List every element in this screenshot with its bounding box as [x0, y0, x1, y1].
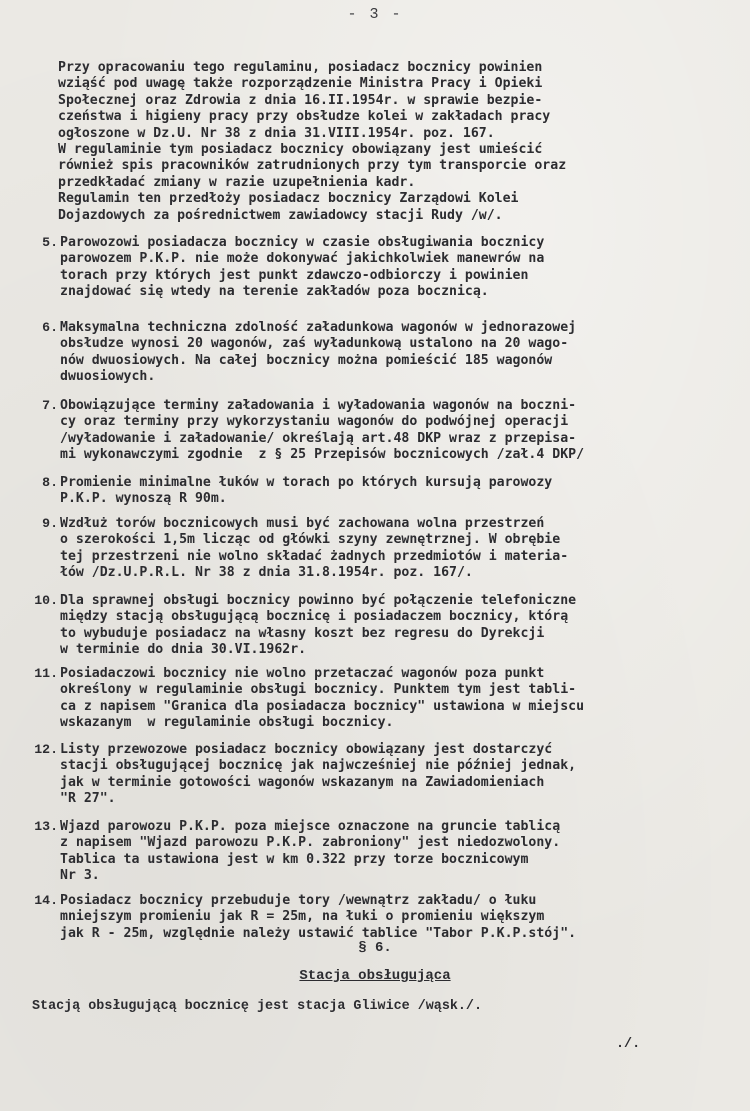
list-item-text: Posiadacz bocznicy przebuduje tory /wewnątrz zakładu/ o łuku mniejszym promieniu jak R = 25m, na łuki o promieniu większym jak R - 25m, względnie należy ustawić tablice "Tabor P.K.P.stój".: [60, 893, 577, 941]
list-item-text: Dla sprawnej obsługi bocznicy powinno być połączenie telefoniczne między stacją obsługującą bocznicę i posiadaczem bocznicy, którą to wybuduje posiadacz na własny koszt bez regresu do Dyrekcji w terminie do dnia 30.VI.1962r.: [60, 593, 577, 658]
list-item-text: Promienie minimalne łuków w torach po których kursują parowozy P.K.P. wynoszą R 90m.: [60, 475, 553, 507]
list-item-number: 10.: [34, 593, 58, 608]
list-item-number: 9.: [42, 516, 58, 531]
list-item-number: 8.: [42, 475, 58, 490]
list-item-text: Listy przewozowe posiadacz bocznicy obowiązany jest dostarczyć stacji obsługującej bocznicę jak najwcześniej nie później jednak, jak w terminie gotowości wagonów wskazanym na Zawiadomieniach "R 27".: [60, 742, 577, 807]
page-number: - 3 -: [347, 6, 403, 23]
section-heading: [0, 968, 750, 984]
section-heading-text: Stacja obsługująca: [299, 968, 451, 984]
section-mark: § 6.: [358, 940, 392, 956]
list-item-text: Obowiązujące terminy załadowania i wyładowania wagonów na boczni- cy oraz terminy przy wykorzystaniu wagonów do podwójnej operacji /wyładowanie i załadowanie/ określają art.48 DKP wraz z przepisa- mi wykonawczymi zgodnie z § 25 Przepisów bocznicowych /zał.4 DKP/: [60, 398, 585, 463]
list-item-text: Wzdłuż torów bocznicowych musi być zachowana wolna przestrzeń o szerokości 1,5m licząc od główki szyny zewnętrznej. W obrębie tej przestrzeni nie wolno składać żadnych przedmiotów i materia- łów /Dz.U.P.R.L. Nr 38 z dnia 31.8.1954r. poz. 167/.: [60, 516, 569, 581]
list-item-text: Wjazd parowozu P.K.P. poza miejsce oznaczone na gruncie tablicą z napisem "Wjazd parowozu P.K.P. zabroniony" jest niedozwolony. Tablica ta ustawiona jest w km 0.322 przy torze bocznicowym Nr 3.: [60, 819, 561, 884]
list-item-number: 7.: [42, 398, 58, 413]
list-item-number: 14.: [34, 893, 58, 908]
list-item-text: Maksymalna techniczna zdolność załadunkowa wagonów w jednorazowej obsłudze wynosi 20 wagonów, zaś wyładunkową ustalono na 20 wago- nów dwuosiowych. Na całej bocznicy można pomieścić 185 wagonów dwuosiowych.: [60, 320, 577, 385]
continuation-mark: ./.: [616, 1037, 641, 1052]
list-item-number: 5.: [42, 235, 58, 250]
list-item-number: 11.: [34, 666, 58, 681]
list-item-text: Posiadaczowi bocznicy nie wolno przetaczać wagonów poza punkt określony w regulaminie obsługi bocznicy. Punktem tym jest tabli- ca z napisem "Granica dla posiadacza bocznicy" ustawiona w miejscu wskazanym w regulaminie obsługi bocznicy.: [60, 666, 585, 731]
list-item-number: 13.: [34, 819, 58, 834]
list-item-number: 12.: [34, 742, 58, 757]
list-item-number: 6.: [42, 320, 58, 335]
closing-statement: Stacją obsługującą bocznicę jest stacja Gliwice /wąsk./.: [32, 999, 482, 1014]
list-item-text: Parowozowi posiadacza bocznicy w czasie obsługiwania bocznicy parowozem P.K.P. nie może dokonywać jakichkolwiek manewrów na torach przy których jest punkt zdawczo-odbiorczy i powinien znajdować się wtedy na terenie zakładów poza bocznicą.: [60, 235, 545, 300]
intro-paragraph: Przy opracowaniu tego regulaminu, posiadacz bocznicy powinien wziąść pod uwagę także rozporządzenie Ministra Pracy i Opieki Społecznej oraz Zdrowia z dnia 16.II.1954r. w sprawie bezpie- czeństwa i higieny pracy przy obsłudze kolei w zakładach pracy ogłoszone w Dz.U. Nr 38 z dnia 31.VIII.1954r. poz. 167. W regulaminie tym posiadacz bocznicy obowiązany jest umieścić również spis pracowników zatrudnionych przy tym transporcie oraz przedkładać zmiany w razie uzupełnienia kadr. Regulamin ten przedłoży posiadacz bocznicy Zarządowi Kolei Dojazdowych za pośrednictwem zawiadowcy stacji Rudy /w/.: [58, 60, 567, 223]
